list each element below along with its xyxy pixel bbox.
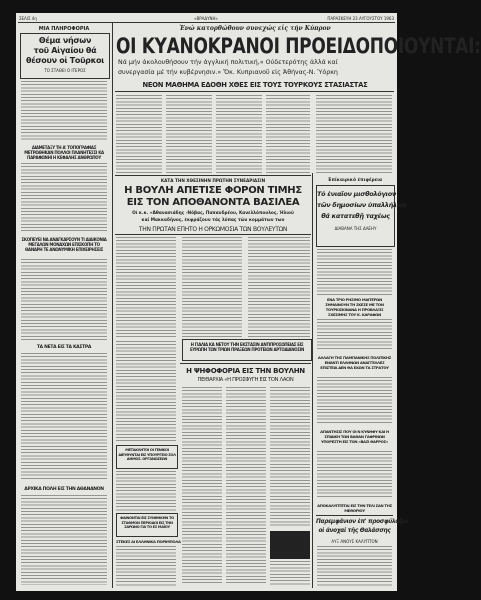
main-banner: ΝΕΟΝ ΜΑΘΗΜΑ ΕΔΟΘΗ ΧΘΕΣ ΕΙΣ ΤΟΥΣ ΤΟΥΡΚΟΥΣ ΣΤΑΣΙΑΣΤΑΣ [142, 81, 368, 89]
right-headline-3: ΑΠΑΝΤΗΣΙΣ ΠΟΥ ΟΙ Ν ΚΥΝΗΦΥ ΚΑΙ Η ΣΠΙΔΙΚΗ ΤΩΝ ΒΑΘΑΝ ΓΑΦΡΙΝΩΝ ΥΠΟΡΕΣΤΗ ΕΙΣ ΤΟΝ «ΒΑΣΙ ΘΑΡΡΟΣ» [320, 429, 389, 444]
psifoforia-top-rule [180, 363, 311, 364]
right-box-headline-3: θά κατατεθῇ ταχέως [321, 212, 390, 220]
left-headline-2: ΣΚΟΠΕΥΕΙ ΝΑ ΑΝΑΓΚΑΡΣΟΥΝ ΤΙ ΔΙΑΙΚΟΝΙΑ ΜΕΓΑΛΩΝ ΜΟΝΑΧΩΝ ΕΠΙΣΚΟΠΗ ΤΟ ΘΑΝΑΡΗ ΤΕ ΑΝΩΝΥΜΙΚΗ ΕΠΙΧΕΙΡΗΣΕΙΣ [21, 237, 107, 252]
psifoforia-col-3 [270, 387, 310, 527]
left-section-label: ΜΙΑ ΠΛΗΡΟΦΟΡΙΑ [38, 26, 90, 32]
left-box-headline-1: Θέμα νήσων [38, 36, 92, 45]
vouli-deck-2: καί Μακκαδῆνος, ἐκφράζουν τάς λύπας τῶν κομμάτων των [141, 218, 285, 223]
right-box-headline-1: Τό ἑνιαῖον μισθολόγιον [317, 190, 397, 198]
header-rule [18, 22, 395, 23]
vouli-headline-2: ΕΙΣ ΤΟΝ ΑΠΟΘΑΝΟΝΤΑ ΒΑΣΙΛΕΑ [126, 197, 300, 208]
right-article-1-body [317, 249, 392, 295]
right-bottom-rule [316, 515, 393, 516]
center-box-4-text: ΣΤΕΚΕΣ ΑΙ ΕΛΛΗΝΙΚΑ ΠΟΡΙΜΠΟΛΑ [116, 539, 181, 544]
center-box-1 [182, 339, 312, 361]
center-box-1-text: Η ΓΙΑΛΙΑ ΚΑ ΝΕΤΟΥ ΤΗΝ ΕΚΣΤΑΣΙΝ ΑΝΤΙΠΡΟΣΩΠΕΙΑΣ ΕΙΣ ΕΥΡΩΠΗ ΤΩΝ ΤΡΙΩΝ ΠΡΑΞΕΩΝ ΠΡΟΤΕΙΩΝ ΑΡΤΟΔΙΑΝΟΣΙΝ [189, 342, 305, 352]
main-story-col-2 [166, 95, 212, 173]
main-kicker: Ἑνώ κατορθώθουν συνεχώς εἰς τήν Κύπρον [179, 25, 331, 32]
left-headline-1: ΔΙΑΜΕΤΑΞΥ ΤΗ Α' ΤΟΠΟΓΡΑΦΙΑΣ ΜΕΤΡΩΘΗΚΑΝ ΠΟΛΛΟΙ ΠΛΑΝΗΤΕΣΣΙ ΚΑ ΠΑΡΑΦΩΝΗΙ Η ΚΕΦΑΛΗΣ ΑΝΘΡΩΠΟΥ [24, 145, 104, 160]
right-bottom-headline-1: Παρεμφάνιον ἐπ' προσφύλαξιν [316, 519, 408, 525]
right-bottom-headline-2: οἱ ἀνοχαί τῆς Θαλάσσης [318, 528, 391, 534]
psifoforia-col-2 [226, 387, 266, 583]
right-headline-2: ΑΛΛΑΓΗ ΤΗΣ ΠΑΜΠΑΝΙΚΗΣ ΠΟΛΙΤΙΚΗΣ ΕΝΑΝΤΙ ΕΛΛΗΝΩΝ ΑΝΑΓΓΕΛΛΕΣ ΕΠΙΣΤΕΙΑ ΔΕΝ ΘΑ ΕΧΩΝ ΤΑ ΣΤΡΑΤΟΥ [317, 355, 392, 370]
masthead: «ΒΡΑΔΥΝΗ» [194, 16, 218, 21]
right-box-headline-2: τῶν δημοσίων ὑπαλλήλων [317, 201, 407, 209]
left-article-3-body [21, 259, 107, 341]
center-article-4-body [270, 561, 310, 585]
left-headline-4: ΑΡΧΙΚΑ ΠΟΛΗ ΕΙΣ ΤΗΝ ΑΘΑΝΑΝΟΝ [24, 487, 104, 492]
right-column-divider [312, 173, 313, 588]
main-story-col-1 [116, 95, 162, 173]
right-headline-4: ΑΠΟΚΑΛΥΠΤΕΤΑΙ ΕΙΣ ΤΗΝ ΤΕΛΙ ΣΑΝ ΤΗΣ ΜΕΘΟΡΙΟΥ [317, 503, 392, 513]
center-article-3-body [116, 546, 176, 586]
vouli-col-1-cont [116, 341, 176, 441]
center-article-2-body [116, 471, 176, 511]
right-bottom-byline: ΑΥΞ ΑΝΟΥΣ ΚΑΛΥΠΤΟΝ [331, 539, 378, 544]
right-headline-1: ΕΝΑ ΤΡΙΟ ΡΗΣΙΜΟ ΜΑΙΤΕΡΩΝ ΣΗΜΑΙΝΟΥΝ ΤΗ ΣΚΕΣΕ ΜΕ ΤΟΝ ΤΟΥΡΚΙΣΚΙΝΑΝΔ Η ΠΡΟΒΛΑΞΙΣ ΣΧΕΣΙΜΗΣ ΤΟΥ Κ. ΚΑΡΑΦΩΝ [325, 297, 384, 317]
main-deck-line-2: συνεργασία μέ τήν κυβέρνησιν.» Ὄκ. Κυπριανοῦ εἰς Ἀθήνας-Ν. Ὑόρκη [118, 69, 338, 76]
banner-rule [115, 91, 394, 92]
left-article-5-body [21, 495, 107, 585]
main-deck-line-1: Νά μήν ἀκολουθήσουν τήν ἀγγλική πολιτική,« Οὐδετερότης ἀλλά καί [118, 59, 338, 66]
vouli-col-2 [182, 237, 242, 337]
right-feature-box [316, 185, 407, 247]
vouli-subheadline: ΤΗΝ ΠΡΩΤΑΝ ΕΠΗΤΟ Η ΟΡΚΩΜΟΣΙΑ ΤΩΝ ΒΟΥΛΕΥΤΩΝ [138, 226, 288, 233]
left-feature-box [20, 33, 110, 79]
right-article-5-body [317, 546, 392, 586]
vouli-col-1 [116, 237, 176, 337]
newspaper-page [16, 13, 481, 591]
main-story-col-4 [266, 95, 310, 173]
session-label: ΚΑΤΑ ΤΗΝ ΧΘΕΣΙΝΗΝ ΠΡΩΤΗΝ ΣΥΝΕΔΡΙΑΣΙΝ [160, 178, 266, 183]
right-article-3-body [317, 377, 392, 425]
left-article-4-body [21, 353, 107, 481]
left-article-1-body [21, 81, 107, 141]
right-article-4-body [317, 451, 392, 499]
left-column-divider [112, 23, 113, 588]
center-box-2-text: ΜΕΤΑΚΛΗΤΟΙ ΟΙ ΓΕΝΙΚΟΙ ΔΙΕΥΘΥΝΤΑΙ ΕΙΣ ΥΠΟΥΡΓΕΙΟ ΣΟΛ ΔΗΜΟΣ. ΟΡΓΑΝΩΣΕΩΝ [118, 448, 176, 461]
page-number: ΣΕΛΙΣ 4η [19, 16, 37, 21]
left-box-headline-3: θέσουν οἱ Τοῦρκοι [26, 56, 104, 65]
vouli-top-rule [115, 175, 311, 176]
psifoforia-subheadline: ΠΕΙΘΑΡΧΙΑ «Η ΠΡΟΣΦΥΓΗ ΕΙΣ ΤΟΝ ΛΑΟΝ [197, 377, 294, 383]
main-headline: ΟΙ ΚΥΑΝΟΚΡΑΝΟΙ ΠΡΟΕΙΔΟΠΟΙΟΥΝΤΑΙ: [116, 34, 481, 59]
main-story-col-5 [316, 95, 392, 173]
vouli-headline-1: Η ΒΟΥΛΗ ΑΠΕΤΙΣΕ ΦΟΡΟΝ ΤΙΜΗΣ [124, 185, 302, 196]
center-box-3 [116, 513, 178, 537]
left-box-byline: ΤΟ ΣΤΑΘΕΙ Ο ΙΤΕΡΟΣ [44, 68, 86, 73]
vouli-deck-1: Οἱ κ.κ. «Ἀθανασιάδης -Νόβας, Παπανδρέου, Κανελλόπουλος, Ἠλιοῦ [132, 211, 294, 216]
right-box-byline: ΔΙΑΒΑΝΑ ΤΗΣ ΔΑΕΗΥ [334, 226, 377, 231]
vouli-col-3 [248, 237, 310, 337]
main-story-col-3 [216, 95, 262, 173]
left-headline-3: ΤΑ ΝΕΤΑ ΕΙΣ ΤΑ ΚΑΣΤΡΑ [36, 345, 92, 350]
center-box-2 [116, 445, 178, 469]
psifoforia-headline: Η ΨΗΦΟΦΟΡΙΑ ΕΙΣ ΤΗΝ ΒΟΥΛΗΝ [186, 367, 305, 375]
right-section-label: Ἑπίκαιρικό ἐπιφέρεια [327, 178, 383, 183]
left-article-2-body [21, 163, 107, 233]
right-article-2-body [317, 319, 392, 351]
center-photo [270, 531, 310, 559]
left-box-headline-2: τοῦ Αἰγαίου θά [33, 46, 97, 55]
psifoforia-col-1 [182, 387, 222, 583]
issue-date: ΠΑΡΑΣΚΕΥΗ 23 ΑΥΓΟΥΣΤΟΥ 1963 [327, 16, 394, 21]
vouli-bottom-rule [115, 234, 311, 235]
center-box-3-text: ΦΑΙΝΟΝΤΑΙ ΕΙΣ ΣΥΝΘΗΚΗΝ ΤΟ ΣΤΑΘΜΟΝ ΠΕΡΙΟΔΟΙ ΕΙΣ ΤΗΝ ΣΑΡΩΝΟ ΓΙΑ ΤΟ ΕΣ ΜΑΪΟΥ [120, 516, 174, 529]
